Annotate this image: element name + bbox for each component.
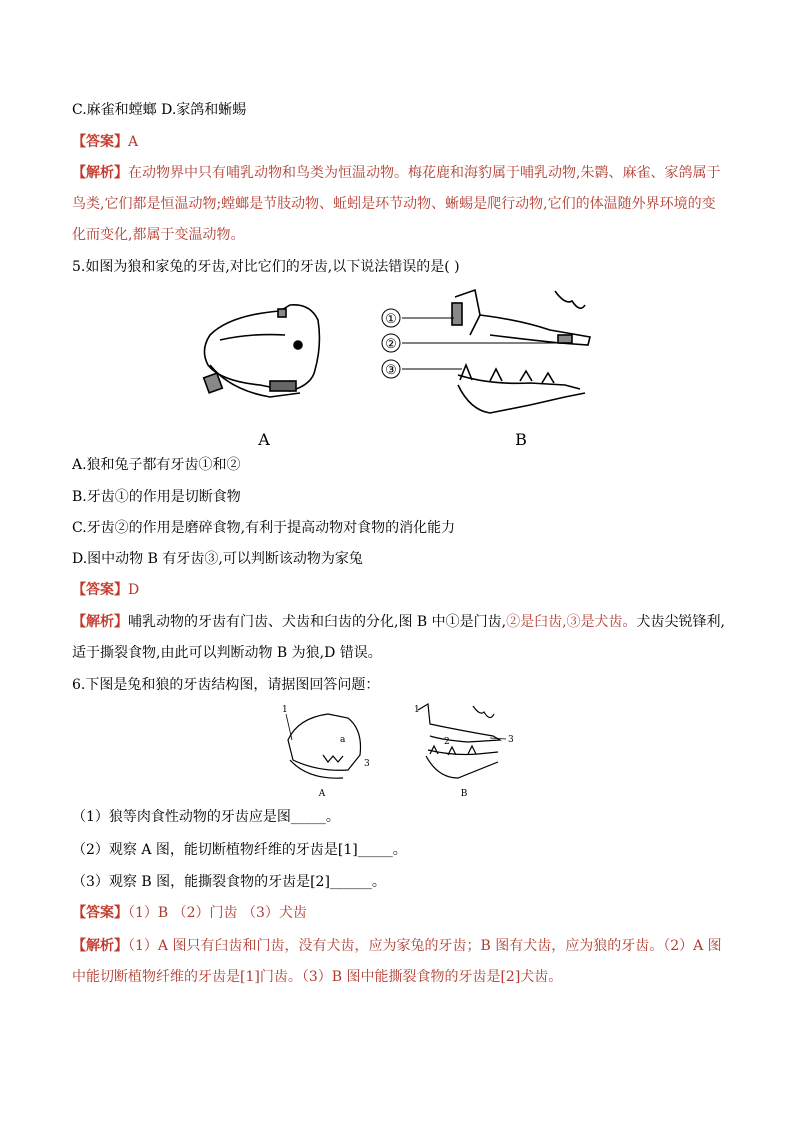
analysis-text-c: 犬齿尖锐锋利, — [636, 614, 725, 630]
fig6-num-2: 2 — [444, 737, 450, 747]
q6-stem: 6.下图是兔和狼的牙齿结构图，请据图回答问题： — [72, 677, 380, 693]
q5-figure — [190, 285, 610, 450]
q5-answer-line — [72, 580, 139, 600]
q5-option-a: A.狼和兔子都有牙齿①和② — [72, 457, 241, 473]
rabbit-skull-small — [288, 714, 361, 778]
analysis-tag: 【解析】 — [72, 614, 128, 630]
q5-stem: 5.如图为狼和家兔的牙齿,对比它们的牙齿,以下说法错误的是( ) — [72, 259, 460, 275]
q4-analysis-line-2: 鸟类,它们都是恒温动物;螳螂是节肢动物、蚯蚓是环节动物、蜥蜴是爬行动物,它们的体温随外界环境的变 — [72, 196, 716, 212]
marker-label-3: ③ — [385, 363, 397, 378]
q5-option-b: B.牙齿①的作用是切断食物 — [72, 489, 241, 505]
q6-answer-line — [72, 903, 307, 923]
marker-label-2: ② — [385, 337, 397, 352]
answer-value: D — [128, 582, 140, 598]
fig6-num-3-b: 3 — [508, 735, 514, 745]
answer-tag: 【答案】 — [72, 134, 128, 150]
answer-tag: 【答案】 — [72, 905, 128, 921]
q4-answer-line — [72, 132, 138, 152]
analysis-text: （1）A 图只有臼齿和门齿，没有犬齿，应为家兔的牙齿；B 图有犬齿，应为狼的牙齿。（2）A 图 — [128, 938, 722, 954]
rabbit-skull-drawing — [204, 305, 320, 397]
analysis-text-b: ②是臼齿,③是犬齿。 — [506, 614, 637, 630]
q5-option-d: D.图中动物 B 有牙齿③,可以判断该动物为家兔 — [72, 551, 363, 567]
q4-analysis-line-3: 化而变化,都属于变温动物。 — [72, 227, 245, 243]
q6-analysis-line-2: 中能切断植物纤维的牙齿是[1]门齿。（3）B 图中能撕裂食物的牙齿是[2]犬齿。 — [72, 969, 563, 985]
marker-label-1: ① — [385, 312, 397, 327]
q5-analysis-line-1 — [72, 612, 725, 632]
fig6-label-b: B — [460, 789, 468, 799]
q6-sub-3: （3）观察 B 图，能撕裂食物的牙齿是[2]______。 — [72, 874, 386, 890]
q6-analysis-line-1 — [72, 936, 722, 956]
analysis-tag: 【解析】 — [72, 165, 128, 181]
marker-2 — [382, 334, 565, 352]
q4-option-cd: C.麻雀和螳螂 D.家鸽和蜥蜴 — [72, 102, 247, 118]
answer-value: A — [128, 134, 139, 150]
wolf-skull-small — [418, 704, 500, 778]
analysis-tag: 【解析】 — [72, 938, 128, 954]
fig-label-b: B — [515, 430, 527, 449]
q6-figure — [278, 700, 528, 800]
wolf-skull-drawing — [452, 290, 590, 413]
fig-label-a: A — [258, 430, 270, 449]
fig6-num-1: 1 — [282, 705, 288, 715]
answer-value: （1）B （2）门齿 （3）犬齿 — [128, 905, 307, 921]
fig6-label-a: A — [318, 789, 326, 799]
q4-analysis-line-1 — [72, 163, 720, 183]
fig6-num-1-b: 1 — [414, 705, 420, 715]
q5-option-c: C.牙齿②的作用是磨碎食物,有利于提高动物对食物的消化能力 — [72, 520, 456, 536]
q6-sub-1: （1）狼等肉食性动物的牙齿应是图_____。 — [72, 809, 340, 825]
q6-sub-2: （2）观察 A 图，能切断植物纤维的牙齿是[1]_____。 — [72, 842, 407, 858]
q5-analysis-line-2: 适于撕裂食物,由此可以判断动物 B 为狼,D 错误。 — [72, 645, 382, 661]
answer-tag: 【答案】 — [72, 582, 128, 598]
analysis-text-a: 哺乳动物的牙齿有门齿、犬齿和臼齿的分化,图 B 中①是门齿, — [128, 614, 507, 630]
fig6-label-a-lower: a — [340, 735, 346, 745]
fig6-num-3-a: 3 — [364, 759, 370, 769]
analysis-text: 在动物界中只有哺乳动物和鸟类为恒温动物。梅花鹿和海豹属于哺乳动物,朱鹮、麻雀、家鸽属于 — [128, 165, 721, 181]
